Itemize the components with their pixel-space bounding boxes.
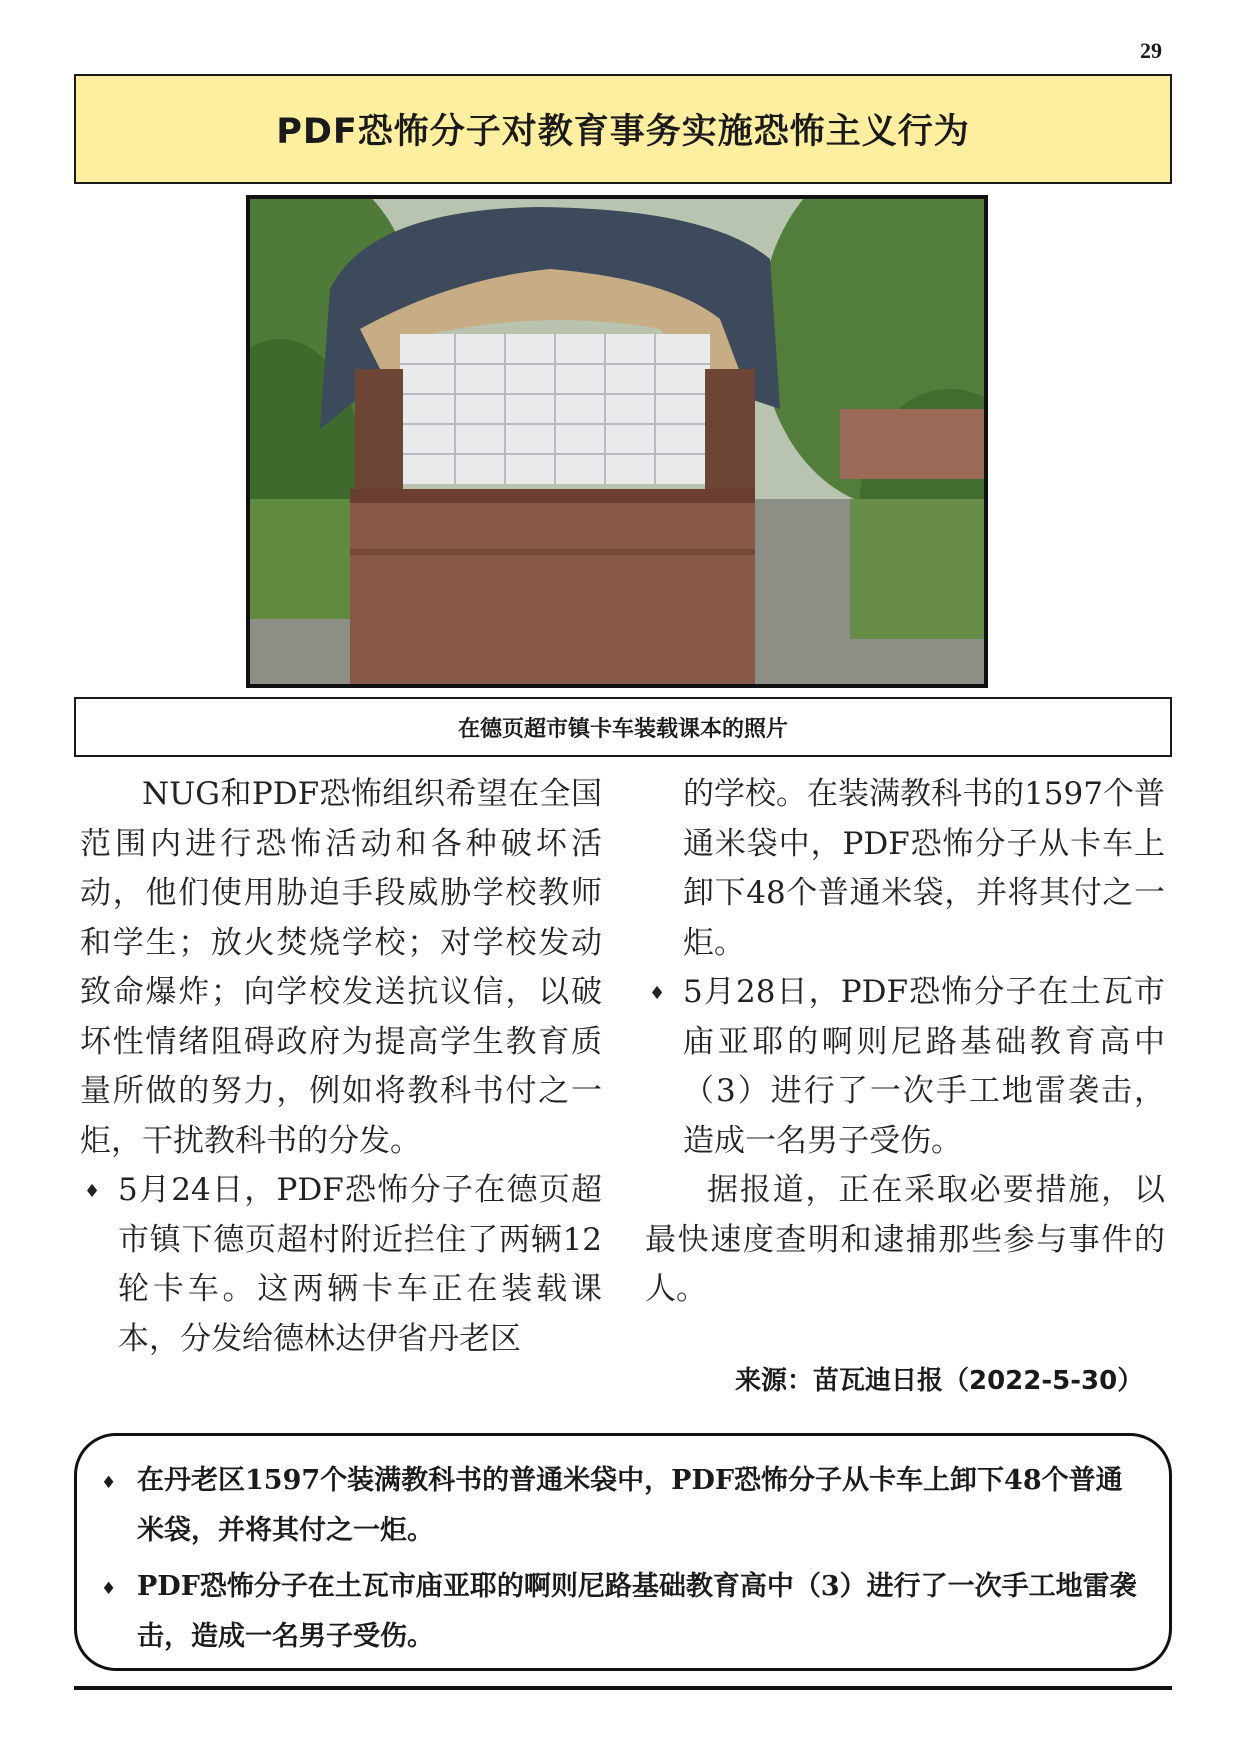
- truck-photo-illustration: [250, 199, 984, 684]
- truck-photo: [246, 195, 988, 688]
- bullet-text-may24-continued: 的学校。在装满教科书的1597个普通米袋中，PDF恐怖分子从卡车上卸下48个普通米袋，并将其付之一炬。: [683, 776, 1165, 961]
- article-column-left: [80, 770, 602, 1364]
- page-number: 29: [1140, 38, 1162, 63]
- summary-text: 在丹老区1597个装满教科书的普通米袋中，PDF恐怖分子从卡车上卸下48个普通米袋，并将其付之一炬。: [137, 1465, 1123, 1546]
- title-banner: [74, 74, 1172, 184]
- photo-caption: 在德页超市镇卡车装载课本的照片: [457, 716, 788, 742]
- bottom-divider: [74, 1686, 1172, 1690]
- bullet-text-may24: 5月24日，PDF恐怖分子在德页超市镇下德页超村附近拦住了两辆12轮卡车。这两辆卡车正在装载课本，分发给德林达伊省丹老区: [118, 1172, 602, 1357]
- source-citation: 来源：苗瓦迪日报（2022-5-30）: [735, 1366, 1144, 1396]
- diamond-bullet-icon: ♦: [101, 1579, 117, 1599]
- diamond-bullet-icon: ♦: [649, 983, 666, 1004]
- bullet-item-may28: [645, 968, 1165, 1166]
- summary-item: [99, 1562, 1143, 1662]
- summary-item: [99, 1456, 1143, 1556]
- bullet-text-may28: 5月28日，PDF恐怖分子在土瓦市庙亚耶的啊则尼路基础教育高中（3）进行了一次手工地雷袭击，造成一名男子受伤。: [683, 974, 1165, 1159]
- summary-box: [74, 1433, 1172, 1671]
- photo-caption-box: [74, 697, 1172, 757]
- bullet-item-may24: [80, 1166, 602, 1364]
- diamond-bullet-icon: ♦: [101, 1473, 117, 1493]
- article-column-right: [645, 770, 1165, 1315]
- summary-text: PDF恐怖分子在土瓦市庙亚耶的啊则尼路基础教育高中（3）进行了一次手工地雷袭击，造成一名男子受伤。: [137, 1571, 1137, 1652]
- diamond-bullet-icon: ♦: [84, 1181, 101, 1202]
- page-title: PDF恐怖分子对教育事务实施恐怖主义行为: [276, 112, 970, 152]
- intro-paragraph: NUG和PDF恐怖组织希望在全国范围内进行恐怖活动和各种破坏活动，他们使用胁迫手段威胁学校教师和学生；放火焚烧学校；对学校发动致命爆炸；向学校发送抗议信，以破坏性情绪阻碍政府为提高学生教育质量所做的努力，例如将教科书付之一炬，干扰教科书的分发。: [80, 776, 602, 1159]
- bullet-item-may24-continued: [645, 770, 1165, 968]
- closing-paragraph: 据报道，正在采取必要措施，以最快速度查明和逮捕那些参与事件的人。: [645, 1172, 1165, 1307]
